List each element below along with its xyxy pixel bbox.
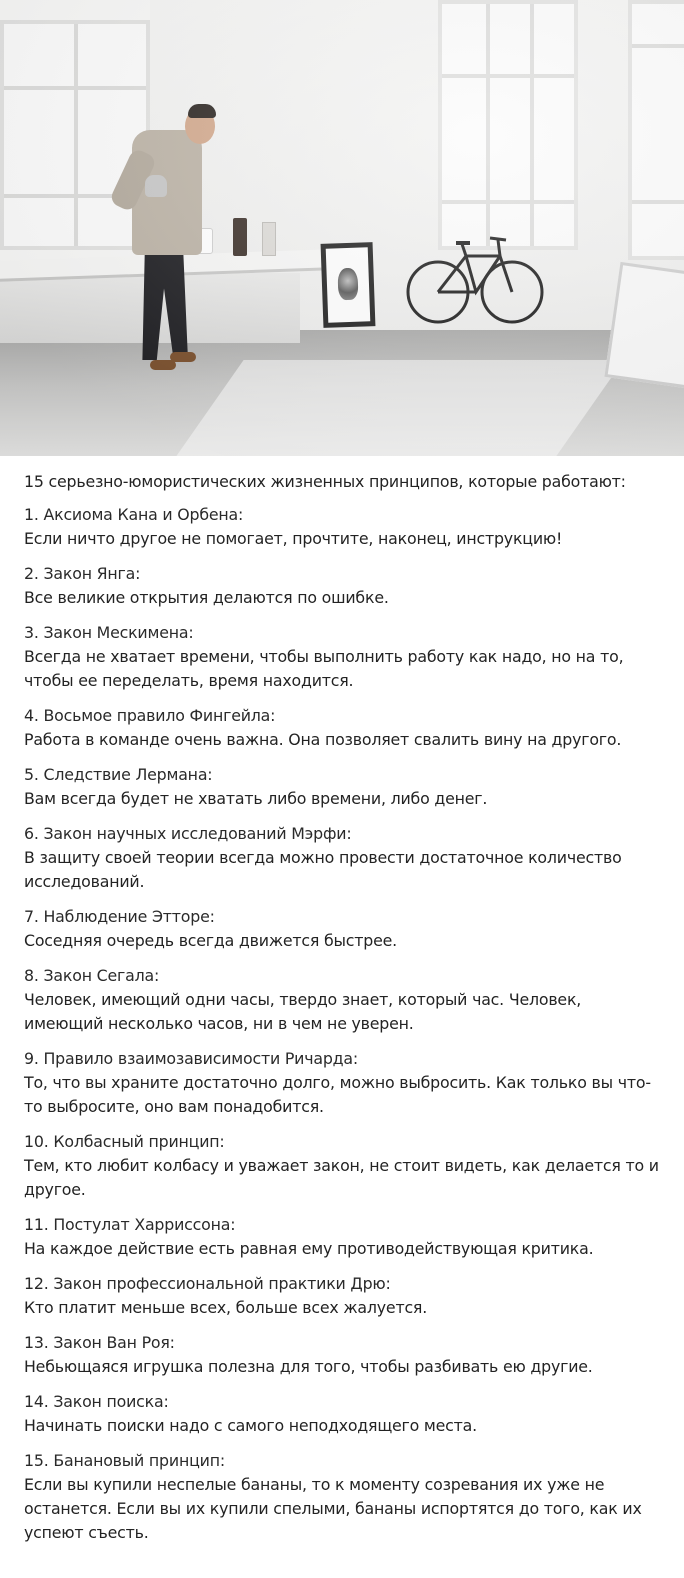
list-item bbox=[24, 621, 660, 693]
person-hair bbox=[188, 104, 216, 118]
shoe-right bbox=[170, 352, 196, 362]
list-item bbox=[24, 1047, 660, 1119]
principle-title: 11. Постулат Харриссона: bbox=[24, 1215, 236, 1234]
principle-text: Все великие открытия делаются по ошибке. bbox=[24, 588, 389, 607]
principle-title: 10. Колбасный принцип: bbox=[24, 1132, 225, 1151]
jar bbox=[262, 222, 276, 256]
principle-text: Начинать поиски надо с самого неподходящего места. bbox=[24, 1416, 477, 1435]
picture-frame-right bbox=[604, 262, 684, 390]
article-intro: 15 серьезно-юмористических жизненных принципов, которые работают: bbox=[24, 472, 626, 491]
principle-title: 2. Закон Янга: bbox=[24, 564, 141, 583]
list-item bbox=[24, 964, 660, 1036]
principle-text: Тем, кто любит колбасу и уважает закон, не стоит видеть, как делается то и другое. bbox=[24, 1156, 659, 1199]
hero-image bbox=[0, 0, 684, 456]
principle-text: Если вы купили неспелые бананы, то к моменту созревания их уже не останется. Если вы их купили спелыми, бананы испортятся до того, как их успеют съесть. bbox=[24, 1475, 642, 1542]
principle-title: 5. Следствие Лермана: bbox=[24, 765, 213, 784]
list-item bbox=[24, 822, 660, 894]
principles-list bbox=[24, 503, 660, 1545]
principle-title: 14. Закон поиска: bbox=[24, 1392, 169, 1411]
window-center bbox=[438, 0, 578, 250]
list-item bbox=[24, 503, 660, 551]
principle-title: 15. Банановый принцип: bbox=[24, 1451, 225, 1470]
principle-title: 1. Аксиома Кана и Орбена: bbox=[24, 505, 244, 524]
picture-frame-skull bbox=[321, 242, 376, 328]
principle-title: 6. Закон научных исследований Мэрфи: bbox=[24, 824, 352, 843]
principle-text: На каждое действие есть равная ему противодействующая критика. bbox=[24, 1239, 594, 1258]
principle-title: 8. Закон Сегала: bbox=[24, 966, 160, 985]
principle-text: Небьющаяся игрушка полезна для того, чтобы разбивать ею другие. bbox=[24, 1357, 593, 1376]
principle-text: Вам всегда будет не хватать либо времени, либо денег. bbox=[24, 789, 488, 808]
principle-text: Человек, имеющий одни часы, твердо знает, который час. Человек, имеющий несколько часов, ни в чем не уверен. bbox=[24, 990, 582, 1033]
list-item bbox=[24, 1449, 660, 1545]
list-item bbox=[24, 763, 660, 811]
principle-title: 13. Закон Ван Роя: bbox=[24, 1333, 175, 1352]
list-item bbox=[24, 1331, 660, 1379]
list-item bbox=[24, 1272, 660, 1320]
list-item bbox=[24, 1390, 660, 1438]
principle-title: 7. Наблюдение Этторе: bbox=[24, 907, 215, 926]
principle-title: 12. Закон профессиональной практики Дрю: bbox=[24, 1274, 391, 1293]
person-torso bbox=[132, 130, 202, 255]
article bbox=[24, 470, 660, 1556]
floor-sunlight bbox=[176, 360, 623, 456]
list-item bbox=[24, 1130, 660, 1202]
principle-text: Кто платит меньше всех, больше всех жалуется. bbox=[24, 1298, 428, 1317]
kettle bbox=[145, 175, 167, 197]
coffee-grinder bbox=[233, 218, 247, 256]
bicycle-icon bbox=[404, 218, 544, 328]
principle-title: 3. Закон Мескимена: bbox=[24, 623, 194, 642]
window-right bbox=[628, 0, 684, 260]
principle-text: Соседняя очередь всегда движется быстрее. bbox=[24, 931, 397, 950]
list-item bbox=[24, 562, 660, 610]
principle-text: То, что вы храните достаточно долго, можно выбросить. Как только вы что-то выбросите, оно вам понадобится. bbox=[24, 1073, 651, 1116]
principle-title: 9. Правило взаимозависимости Ричарда: bbox=[24, 1049, 358, 1068]
window-left bbox=[0, 20, 150, 250]
principle-text: Если ничто другое не помогает, прочтите, наконец, инструкцию! bbox=[24, 529, 563, 548]
principle-title: 4. Восьмое правило Фингейла: bbox=[24, 706, 276, 725]
principle-text: В защиту своей теории всегда можно провести достаточное количество исследований. bbox=[24, 848, 622, 891]
principle-text: Всегда не хватает времени, чтобы выполнить работу как надо, но на то, чтобы ее переделать, время находится. bbox=[24, 647, 624, 690]
list-item bbox=[24, 704, 660, 752]
list-item bbox=[24, 1213, 660, 1261]
list-item bbox=[24, 905, 660, 953]
principle-text: Работа в команде очень важна. Она позволяет свалить вину на другого. bbox=[24, 730, 622, 749]
